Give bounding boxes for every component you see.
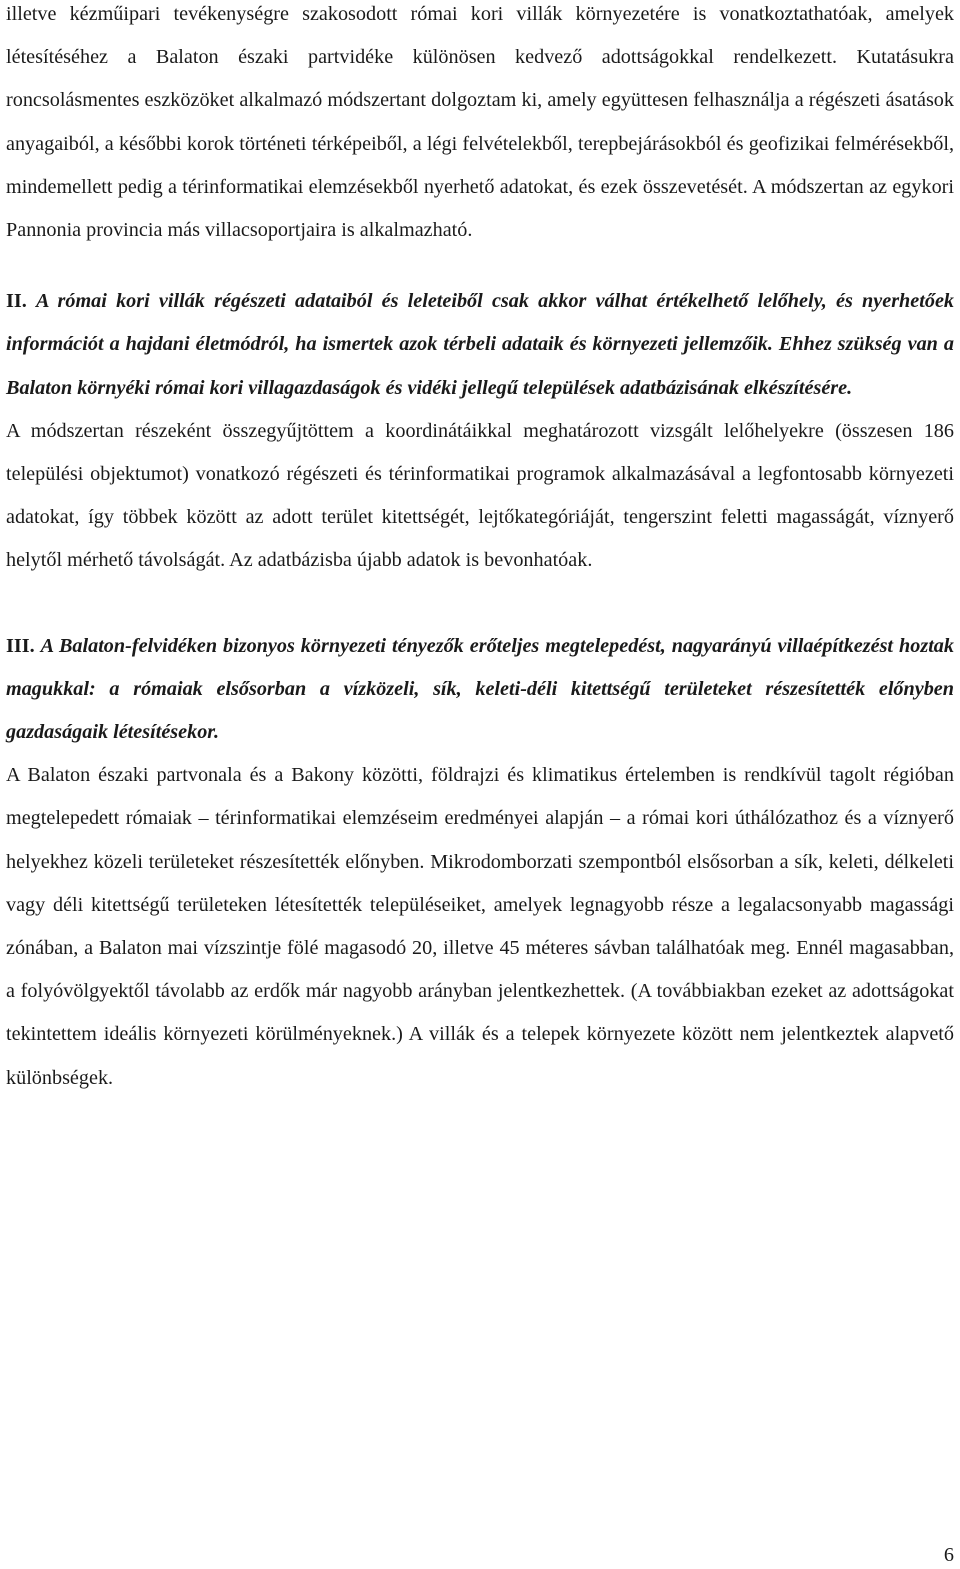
section-2-body: A módszertan részeként összegyűjtöttem a koordinátáikkal meghatározott vizsgált lelőhelyekre (összesen 186 települési objektumot) vonatkozó régészeti és térinformatikai programok alkalmazásával a legfontosabb környezeti adatokat, így többek között az adott terület kitettségét, lejtőkategóriáját, tengerszint feletti magasságát, víznyerő helytől mérhető távolságát. Az adatbázisba újabb adatok is bevonhatóak. (6, 419, 954, 572)
section-2-number: II. (6, 290, 27, 313)
section-3-heading (6, 625, 954, 755)
intro-paragraph: illetve kézműipari tevékenységre szakosodott római kori villák környezetére is vonatkoztathatóak, amelyek létesítéséhez a Balaton északi partvidéke különösen kedvező adottságokkal rendelkezett. Kutatásukra roncsolásmentes eszközöket alkalmazó módszertant dolgoztam ki, amely együttesen felhasználja a régészeti ásatások anyagaiból, a későbbi korok történeti térképeiből, a légi felvételekből, terepbejárásokból és geofizikai felmérésekből, mindemellett pedig a térinformatikai elemzésekből nyerhető adatokat, és ezek összevetését. A módszertan az egykori Pannonia provincia más villacsoportjaira is alkalmazható. (6, 3, 954, 242)
document-page (6, 0, 954, 1100)
section-3-thesis: A Balaton-felvidéken bizonyos környezeti tényezők erőteljes megtelepedést, nagyarányú villaépítkezést hoztak magukkal: a rómaiak elsősorban a vízközeli, sík, keleti-déli kitettségű területeket részesítették előnyben gazdaságaik létesítésekor. (6, 634, 954, 744)
section-2-thesis: A római kori villák régészeti adataiból és leleteiből csak akkor válhat értékelhető lelőhely, és nyerhetőek információt a hajdani életmódról, ha ismertek azok térbeli adataik és környezeti jellemzőik. Ehhez szükség van a Balaton környéki római kori villagazdaságok és vidéki jellegű települések adatbázisának elkészítésére. (6, 290, 955, 399)
section-3-body: A Balaton északi partvonala és a Bakony közötti, földrajzi és klimatikus értelemben is rendkívül tagolt régióban megtelepedett rómaiak – térinformatikai elemzéseim eredményei alapján – a római kori úthálózathoz és a víznyerő helyekhez közeli területeket részesítették előnyben. Mikrodomborzati szempontból elsősorban a sík, keleti, délkeleti vagy déli kitettségű területeken létesítették településeiket, amelyek legnagyobb része a legalacsonyabb magassági zónában, a Balaton mai vízszintje fölé magasodó 20, illetve 45 méteres sávban találhatóak meg. Ennél magasabban, a folyóvölgyektől távolabb az erdők már nagyobb arányban jelentkezhettek. (A továbbiakban ezeket az adottságokat tekintettem ideális környezeti körülményeknek.) A villák és a telepek környezete között nem jelentkeztek alapvető különbségek. (6, 764, 954, 1089)
page-number: 6 (943, 1544, 954, 1566)
spacer (6, 583, 954, 625)
section-3-number: III. (6, 634, 35, 657)
section-2-heading (6, 280, 954, 410)
spacer (6, 252, 954, 280)
